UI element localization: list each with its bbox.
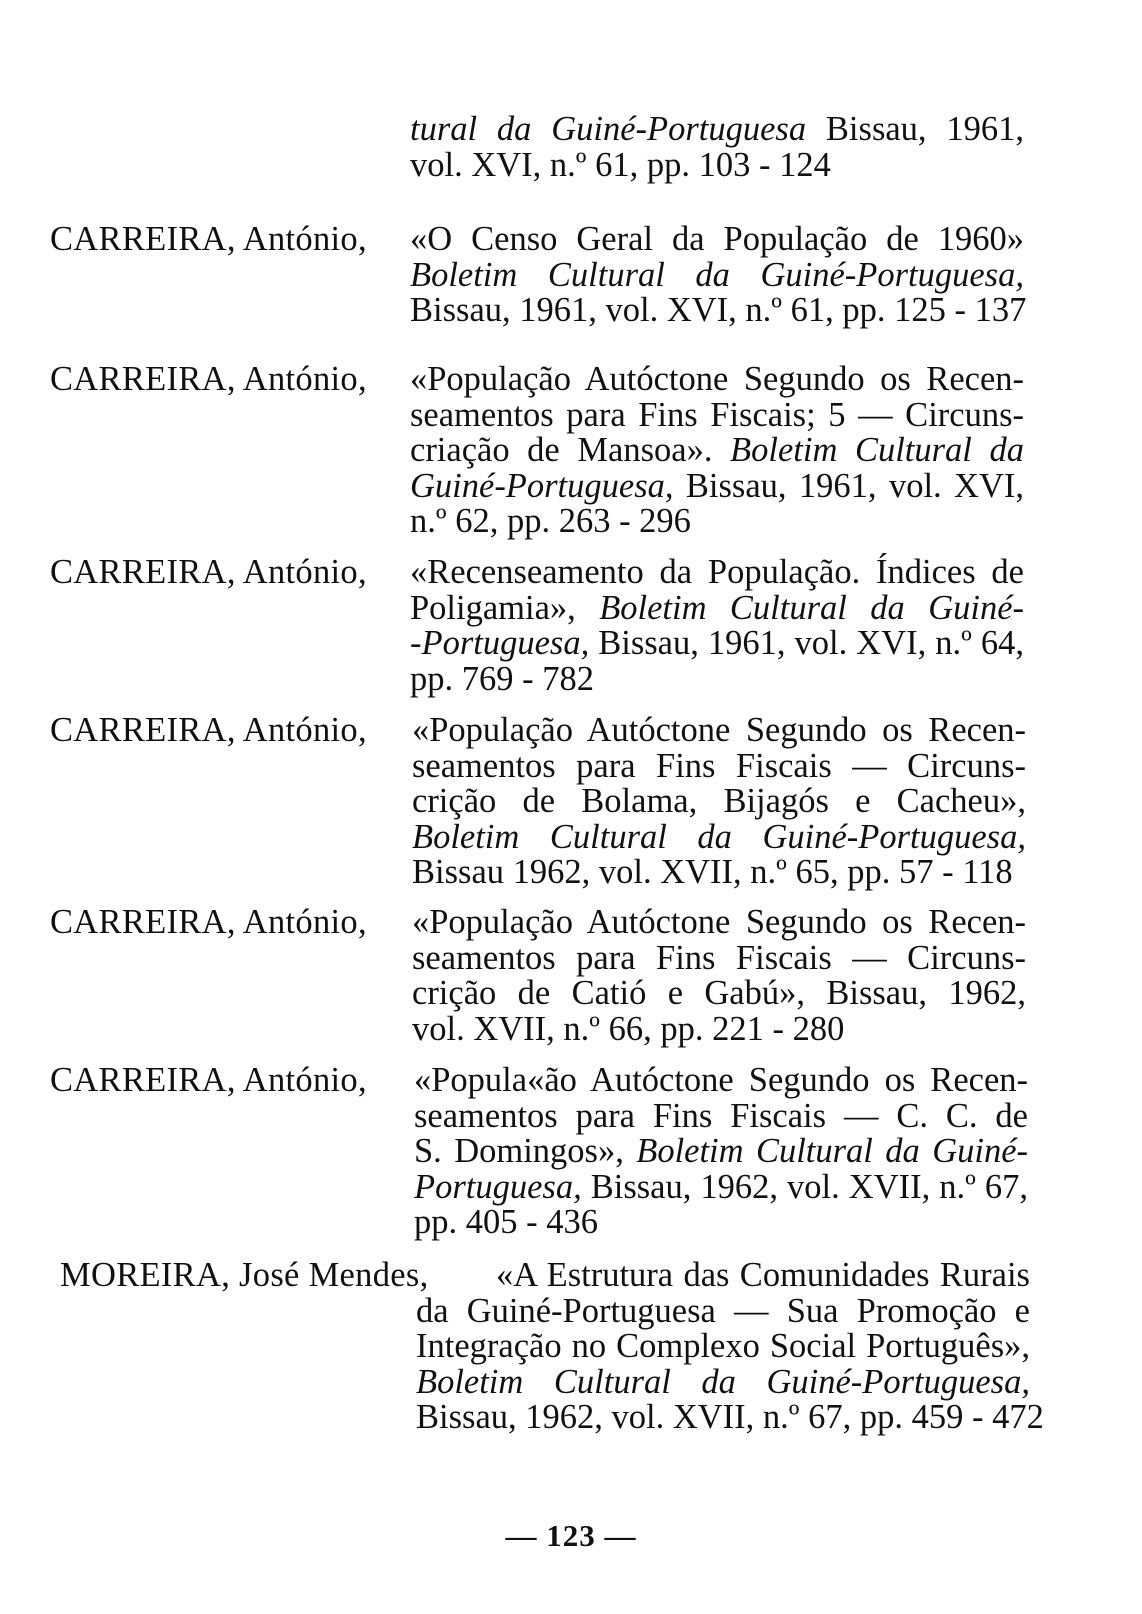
- citation-line: pp. 769 - 782: [410, 659, 594, 698]
- citation-line: Boletim Cultural da Guiné-Portuguesa,: [412, 817, 1026, 856]
- entry-citation: [410, 362, 1024, 540]
- citation-line: Guiné-Portuguesa, Bissau, 1961, vol. XVI,: [410, 466, 1024, 505]
- citation-line: crição de Catió e Gabú», Bissau, 1962,: [412, 974, 1026, 1012]
- citation-line: crição de Bolama, Bijagós e Cacheu»,: [412, 782, 1026, 820]
- citation-line: criação de Mansoa». Boletim Cultural da: [410, 431, 1024, 469]
- entry-citation: [410, 220, 1027, 329]
- citation-line: vol. XVI, n.º 61, pp. 103 - 124: [410, 145, 831, 184]
- entry-citation: [412, 713, 1026, 891]
- citation-line: «População Autóctone Segundo os Recen-: [412, 903, 1026, 941]
- entry-author: CARREIRA, António,: [50, 1061, 367, 1099]
- entry-citation: [416, 1256, 1044, 1436]
- citation-line: «População Autóctone Segundo os Recen-: [410, 360, 1024, 398]
- citation-line: n.º 62, pp. 263 - 296: [410, 502, 691, 540]
- citation-line: «Recenseamento da População. Índices de: [410, 553, 1024, 591]
- entry-citation: [410, 112, 1024, 183]
- citation-line: seamentos para Fins Fiscais — C. C. de: [414, 1096, 1028, 1135]
- entry-author: CARREIRA, António,: [50, 903, 367, 941]
- citation-line: Bissau, 1962, vol. XVII, n.º 67, pp. 459 - 472: [416, 1398, 1044, 1436]
- citation-line: seamentos para Fins Fiscais — Circuns-: [412, 746, 1026, 785]
- citation-line: pp. 405 - 436: [414, 1203, 598, 1241]
- entry-author: CARREIRA, António,: [50, 553, 367, 591]
- entry-citation: [410, 555, 1024, 697]
- citation-line: Boletim Cultural da Guiné-Portuguesa,: [416, 1362, 1030, 1401]
- citation-line: seamentos para Fins Fiscais — Circuns-: [412, 938, 1026, 977]
- entry-author: CARREIRA, António,: [50, 220, 367, 258]
- citation-line: da Guiné-Portuguesa — Sua Promoção e: [416, 1291, 1030, 1330]
- entry-citation: [414, 1063, 1028, 1241]
- page-number: — 123 —: [505, 1518, 637, 1553]
- citation-line: tural da Guiné-Portuguesa Bissau, 1961,: [410, 110, 1024, 148]
- citation-line: vol. XVII, n.º 66, pp. 221 - 280: [412, 1009, 845, 1048]
- entry-author: CARREIRA, António,: [50, 711, 367, 749]
- citation-line: «Popula«ão Autóctone Segundo os Recen-: [414, 1061, 1028, 1099]
- entry-citation: [412, 905, 1026, 1047]
- citation-line: «População Autóctone Segundo os Recen-: [412, 711, 1026, 749]
- citation-line: Portuguesa, Bissau, 1962, vol. XVII, n.º 67,: [414, 1167, 1028, 1206]
- citation-line: -Portuguesa, Bissau, 1961, vol. XVI, n.º 64,: [410, 624, 1024, 662]
- citation-line: Poligamia», Boletim Cultural da Guiné-: [410, 588, 1024, 627]
- citation-line: Bissau, 1961, vol. XVI, n.º 61, pp. 125 - 137: [410, 291, 1027, 329]
- citation-line: «O Censo Geral da População de 1960»: [410, 220, 1024, 258]
- citation-line: seamentos para Fins Fiscais; 5 — Circuns-: [410, 395, 1024, 434]
- entry-author: MOREIRA, José Mendes,: [60, 1256, 429, 1294]
- citation-line: Bissau 1962, vol. XVII, n.º 65, pp. 57 - 118: [412, 853, 1013, 891]
- citation-line: S. Domingos», Boletim Cultural da Guiné-: [414, 1132, 1028, 1170]
- citation-line: «A Estrutura das Comunidades Rurais: [496, 1256, 1030, 1294]
- entry-author: CARREIRA, António,: [50, 360, 367, 398]
- citation-line: Boletim Cultural da Guiné-Portuguesa,: [410, 255, 1024, 294]
- citation-line: Integração no Complexo Social Português»,: [416, 1327, 1030, 1365]
